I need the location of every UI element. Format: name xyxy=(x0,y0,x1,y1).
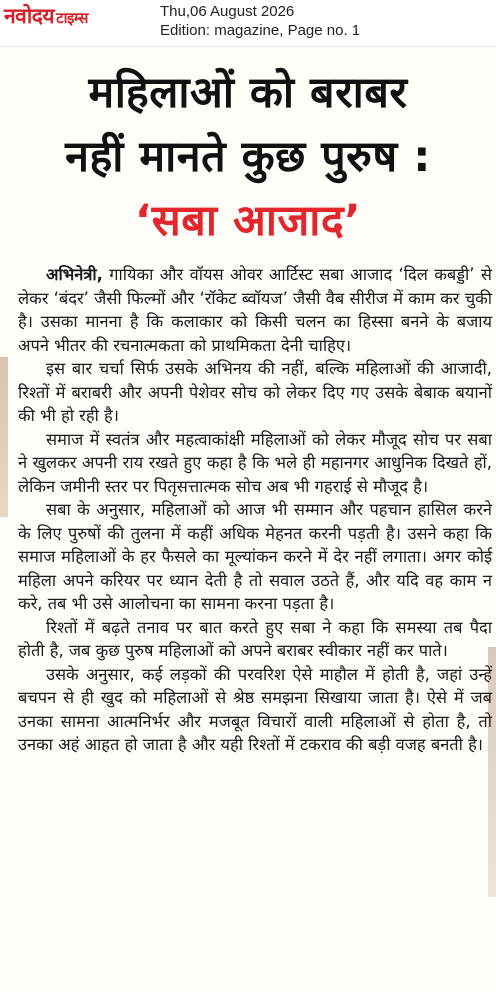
article-paragraph: रिश्तों में बढ़ते तनाव पर बात करते हुए सबा ने कहा कि समस्या तब पैदा होती है, जब कुछ पुरुष महिलाओं को अपने बराबर स्वीकार नहीं कर पाते। xyxy=(18,617,492,660)
issue-date: Thu,06 August 2026 xyxy=(160,3,295,20)
edition-page: Edition: magazine, Page no. 1 xyxy=(160,22,361,39)
headline-line-1: महिलाओं को बराबर xyxy=(88,68,408,118)
article-paragraph: समाज में स्वतंत्र और महत्वाकांक्षी महिलाओं को लेकर मौजूद सोच पर सबा ने खुलकर अपनी राय रखते हुए कहा है कि भले ही महानगर आधुनिक दिखते हों, लेकिन जमीनी स्तर पर पितृसत्तात्मक सोच अब भी गहराई से मौजूद है। xyxy=(18,429,492,496)
headline-name: ‘सबा आजाद’ xyxy=(134,196,362,246)
paragraph-text: गायिका और वॉयस ओवर आर्टिस्ट सबा आजाद ‘दिल कबड्डी’ से लेकर ‘बंदर’ जैसी फिल्मों और ‘रॉकेट ब्वॉयज’ जैसी वैब सीरीज में काम कर चुकी है। उसका मानना है कि कलाकार को किसी चलन का हिस्सा बनने के बजाय अपने भीतर की रचनात्मकता को प्राथमिकता देनी चाहिए। xyxy=(18,265,492,355)
newspaper-logo[interactable] xyxy=(4,2,88,30)
logo-sub-text: टाइम्स xyxy=(56,9,88,27)
edition-info xyxy=(160,2,360,40)
adjacent-photo-edge xyxy=(0,357,8,517)
article-paragraph: इस बार चर्चा सिर्फ उसके अभिनय की नहीं, बल्कि महिलाओं की आजादी, रिश्तों में बराबरी और अपनी पेशेवर सोच को लेकर दिए गए उसके बेबाक बयानों की भी हो रही है। xyxy=(18,359,492,425)
newspaper-page xyxy=(0,47,496,992)
logo-main-text: नवोदय xyxy=(4,4,55,28)
article-body xyxy=(18,263,492,757)
article-paragraph: सबा के अनुसार, महिलाओं को आज भी सम्मान और पहचान हासिल करने के लिए पुरुषों की तुलना में कहीं अधिक मेहनत करनी पड़ती है। उसने कहा कि समाज महिलाओं के हर फैसले का मूल्यांकन करने में देर नहीं लगाता। अगर कोई महिला अपने करियर पर ध्यान देती है तो सवाल उठते हैं, और यदि वह काम न करे, तब भी उसे आलोचना का सामना करना पड़ता है। xyxy=(18,500,492,613)
headline-line-2: नहीं मानते कुछ पुरुष : xyxy=(65,132,431,182)
lead-word: अभिनेत्री, xyxy=(46,265,103,284)
article-paragraph xyxy=(18,263,492,357)
article-headline xyxy=(0,61,496,253)
masthead xyxy=(0,0,496,47)
article-paragraph: उसके अनुसार, कई लड़कों की परवरिश ऐसे माहौल में होती है, जहां उन्हें बचपन से ही खुद को महिलाओं से श्रेष्ठ समझना सिखाया जाता है। ऐसे में जब उनका सामना आत्मनिर्भर और मजबूत विचारों वाली महिलाओं से होता है, तो उनका अहं आहत हो जाता है और यही रिश्तों में टकराव की बड़ी वजह बनती है। xyxy=(18,664,492,754)
